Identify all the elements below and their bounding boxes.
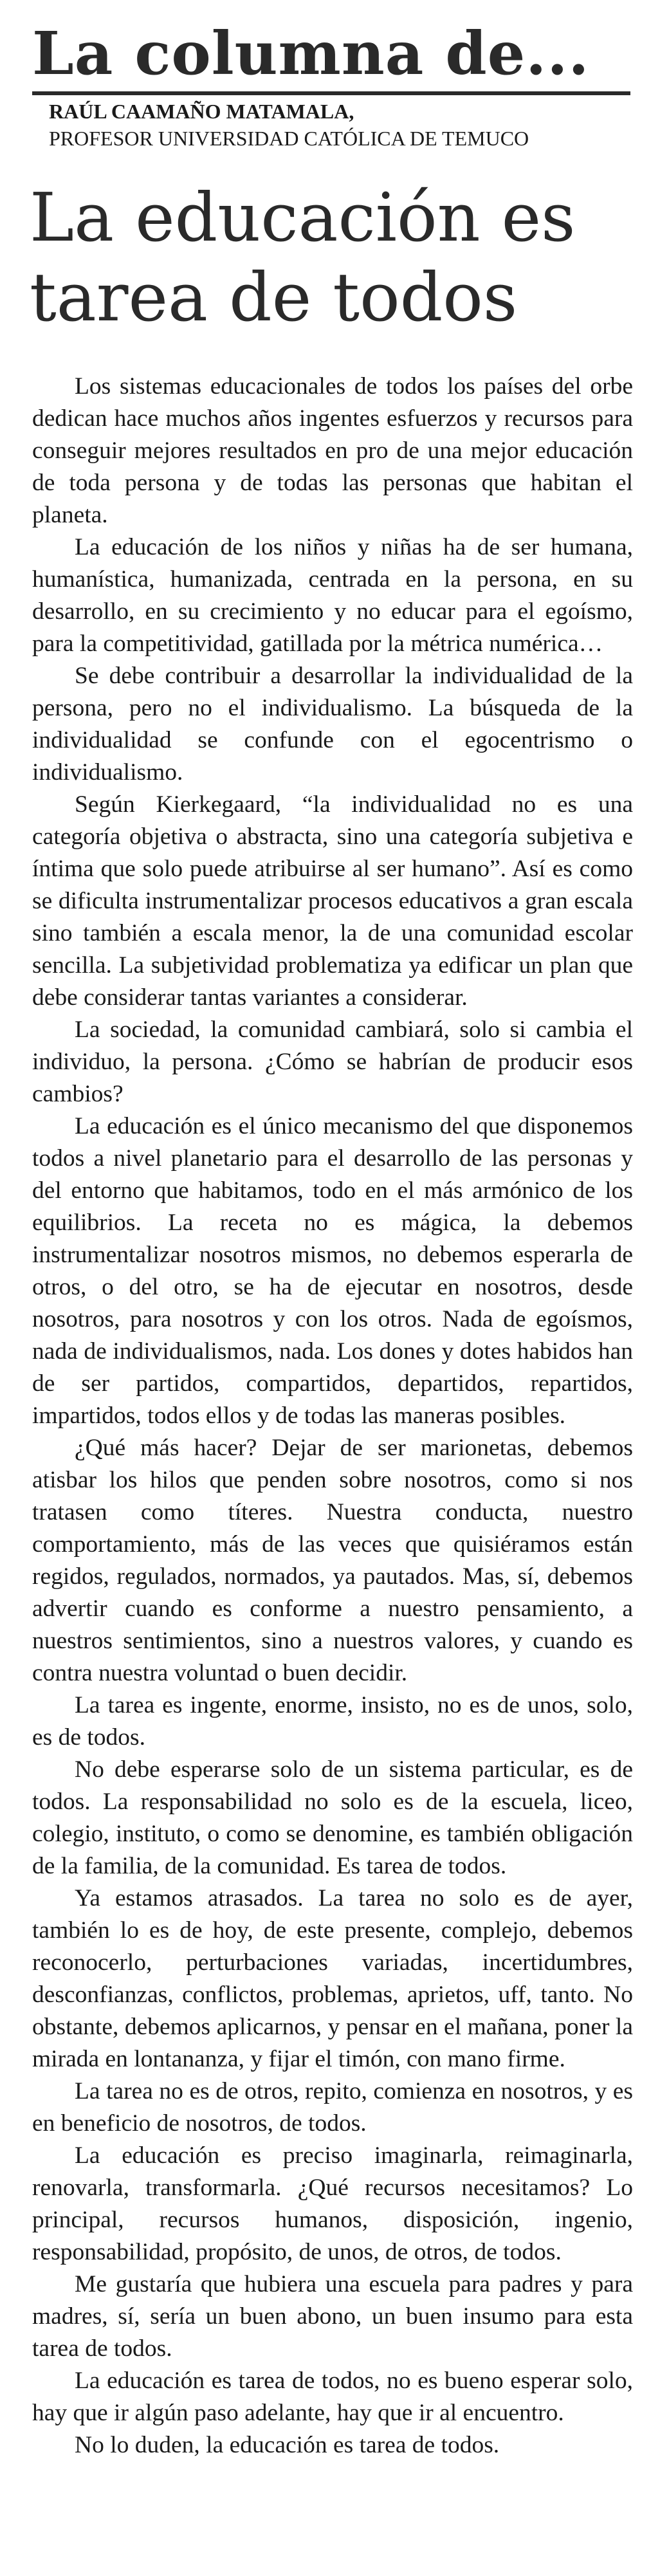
- article-body: [32, 371, 633, 2461]
- article-paragraph: La educación es el único mecanismo del que disponemos todos a nivel planetario para el desarrollo de las personas y del entorno que habitamos, todo en el más armónico de los equilibrios. La receta no es mágica, la debemos instrumentalizar nosotros mismos, no debemos esperarla de otros, o del otro, se ha de ejecutar en nosotros, desde nosotros, para nosotros y con los otros. Nada de egoísmos, nada de individualismos, nada. Los dones y dotes habidos han de ser partidos, compartidos, departidos, repartidos, impartidos, todos ellos y de todas las maneras posibles.: [32, 1113, 633, 1429]
- article-paragraph: ¿Qué más hacer? Dejar de ser marionetas, debemos atisbar los hilos que penden sobre nosotros, como si nos tratasen como títeres. Nuestra conducta, nuestro comportamiento, más de las veces que quisiéramos están regidos, regulados, normados, ya pautados. Mas, sí, debemos advertir cuando es conforme a nuestro pensamiento, a nuestros sentimientos, sino a nuestros valores, y cuando es contra nuestra voluntad o buen decidir.: [32, 1435, 633, 1686]
- article-paragraph: Me gustaría que hubiera una escuela para padres y para madres, sí, sería un buen abono, un buen insumo para esta tarea de todos.: [32, 2271, 633, 2362]
- column-kicker: La columna de...: [32, 19, 590, 88]
- author-role: PROFESOR UNIVERSIDAD CATÓLICA DE TEMUCO: [49, 127, 529, 150]
- article-paragraph: Según Kierkegaard, “la individualidad no es una categoría objetiva o abstracta, sino una categoría subjetiva e íntima que solo puede atribuirse al ser humano”. Así es como se dificulta instrumentalizar procesos educativos a gran escala sino también a escala menor, la de una comunidad escolar sencilla. La subjetividad problematiza ya edificar un plan que debe considerar tantas variantes a considerar.: [32, 791, 633, 1011]
- article-paragraph: La sociedad, la comunidad cambiará, solo si cambia el individuo, la persona. ¿Cómo se habrían de producir esos cambios?: [32, 1017, 633, 1107]
- article-paragraph: La educación es preciso imaginarla, reimaginarla, renovarla, transformarla. ¿Qué recursos necesitamos? Lo principal, recursos humanos, disposición, ingenio, responsabilidad, propósito, de unos, de otros, de todos.: [32, 2142, 633, 2265]
- byline: [49, 98, 529, 152]
- article-paragraph: La educación de los niños y niñas ha de ser humana, humanística, humanizada, centrada en la persona, en su desarrollo, en su crecimiento y no educar para el egoísmo, para la competitividad, gatillada por la métrica numérica…: [32, 534, 633, 657]
- article-paragraph: No debe esperarse solo de un sistema particular, es de todos. La responsabilidad no solo es de la escuela, liceo, colegio, instituto, o como se denomine, es también obligación de la familia, de la comunidad. Es tarea de todos.: [32, 1756, 633, 1879]
- article-paragraph: Se debe contribuir a desarrollar la individualidad de la persona, pero no el individualismo. La búsqueda de la individualidad se confunde con el egocentrismo o individualismo.: [32, 663, 633, 786]
- article-paragraph: Los sistemas educacionales de todos los países del orbe dedican hace muchos años ingentes esfuerzos y recursos para conseguir mejores resultados en pro de una mejor educación de toda persona y de todas las personas que habitan el planeta.: [32, 373, 633, 528]
- header-rule: [32, 91, 630, 95]
- author-name: RAÚL CAAMAÑO MATAMALA,: [49, 100, 354, 123]
- article-paragraph: La tarea no es de otros, repito, comienza en nosotros, y es en beneficio de nosotros, de todos.: [32, 2078, 633, 2137]
- article-paragraph: La educación es tarea de todos, no es bueno esperar solo, hay que ir algún paso adelante, hay que ir al encuentro.: [32, 2368, 633, 2426]
- article-headline: La educación es tarea de todos: [30, 178, 576, 336]
- article-paragraph: No lo duden, la educación es tarea de todos.: [75, 2432, 500, 2458]
- article-paragraph: La tarea es ingente, enorme, insisto, no es de unos, solo, es de todos.: [32, 1692, 633, 1751]
- article-paragraph: Ya estamos atrasados. La tarea no solo es de ayer, también lo es de hoy, de este presente, complejo, debemos reconocerlo, perturbaciones variadas, incertidumbres, desconfianzas, conflictos, problemas, aprietos, uff, tanto. No obstante, debemos aplicarnos, y pensar en el mañana, poner la mirada en lontananza, y fijar el timón, con mano firme.: [32, 1885, 633, 2072]
